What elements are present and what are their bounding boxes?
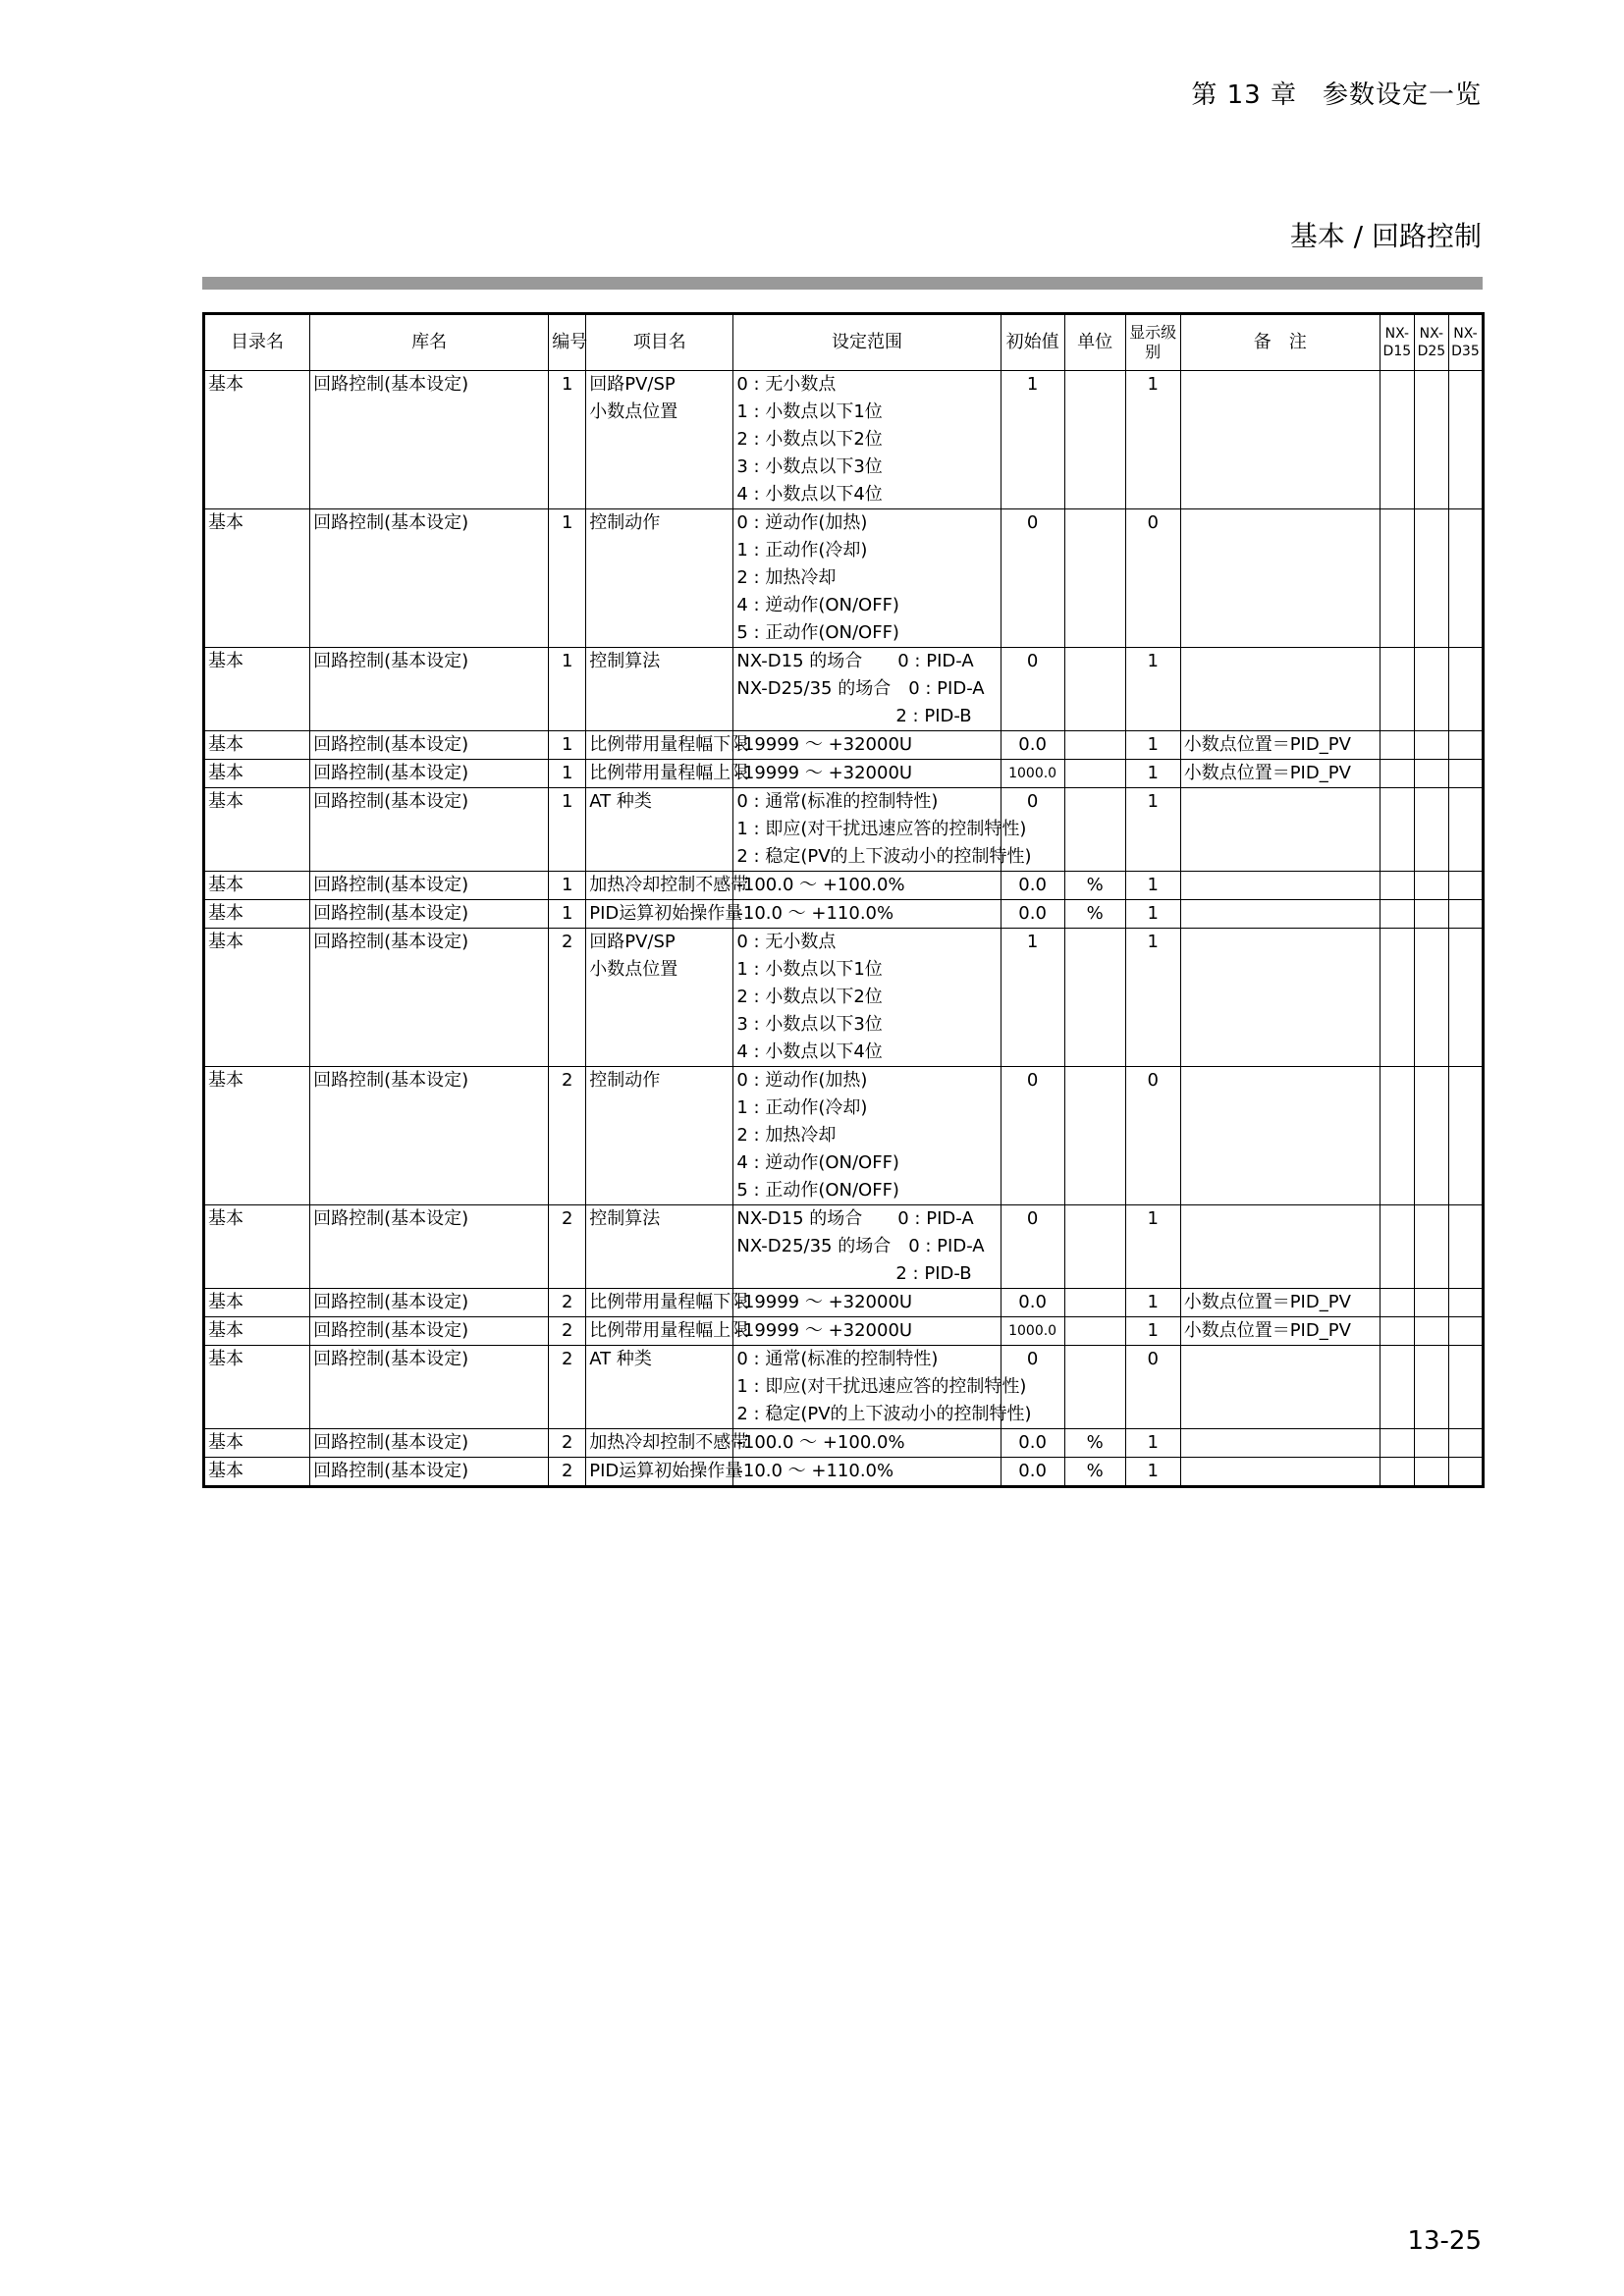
cell-display-level: 0 (1125, 1346, 1180, 1429)
cell-setting-range (733, 900, 1001, 929)
cell-unit (1064, 648, 1125, 731)
cell-number: 2 (549, 1429, 586, 1458)
cell-library: 回路控制(基本设定) (310, 760, 549, 788)
table-row (204, 648, 1484, 731)
cell-item-name (586, 760, 749, 788)
cell-nx-d35 (1448, 872, 1483, 900)
cell-display-level: 0 (1125, 1067, 1180, 1205)
cell-setting-range-line: -19999 ～ +32000U (736, 763, 913, 783)
cell-unit (1064, 788, 1125, 872)
cell-nx-d15 (1380, 1067, 1414, 1205)
cell-initial-value: 0.0 (1001, 872, 1064, 900)
cell-note: 小数点位置＝PID_PV (1180, 731, 1380, 760)
cell-note: 小数点位置＝PID_PV (1180, 760, 1380, 788)
cell-setting-range-line: 5 : 正动作(ON/OFF) (736, 622, 899, 643)
cell-nx-d25 (1414, 900, 1448, 929)
cell-directory: 基本 (204, 1429, 310, 1458)
cell-setting-range (733, 929, 1001, 1067)
col-header-dir: 目录名 (204, 314, 310, 371)
cell-item-name (586, 1429, 749, 1458)
cell-setting-range-line: 1 : 正动作(冷却) (736, 1097, 868, 1118)
cell-number: 1 (549, 788, 586, 872)
cell-library: 回路控制(基本设定) (310, 1346, 549, 1429)
cell-initial-value: 0 (1001, 1346, 1064, 1429)
cell-library: 回路控制(基本设定) (310, 1458, 549, 1487)
cell-library: 回路控制(基本设定) (310, 731, 549, 760)
cell-display-level: 1 (1125, 1429, 1180, 1458)
cell-directory: 基本 (204, 371, 310, 509)
cell-library: 回路控制(基本设定) (310, 900, 549, 929)
cell-item-name-line: AT 种类 (589, 791, 652, 812)
cell-item-name (586, 1346, 733, 1429)
cell-directory: 基本 (204, 872, 310, 900)
cell-number: 1 (549, 731, 586, 760)
cell-setting-range-line: 0 : 逆动作(加热) (736, 512, 868, 533)
cell-setting-range-line: 4 : 逆动作(ON/OFF) (736, 595, 899, 615)
cell-display-level: 1 (1125, 929, 1180, 1067)
table-row (204, 1289, 1484, 1317)
cell-number: 1 (549, 760, 586, 788)
cell-nx-d15 (1380, 1289, 1414, 1317)
cell-nx-d15 (1380, 1458, 1414, 1487)
cell-number: 1 (549, 371, 586, 509)
cell-display-level: 1 (1125, 760, 1180, 788)
cell-item-name-line: 控制算法 (589, 1208, 661, 1229)
cell-setting-range-line: 2 : 加热冷却 (736, 567, 837, 588)
cell-nx-d35 (1448, 648, 1483, 731)
cell-nx-d25 (1414, 1458, 1448, 1487)
cell-nx-d25 (1414, 872, 1448, 900)
cell-setting-range-line: 3 : 小数点以下3位 (736, 1014, 883, 1035)
table-row (204, 1458, 1484, 1487)
cell-directory: 基本 (204, 1458, 310, 1487)
col-header-no: 编号 (549, 314, 586, 371)
cell-nx-d35 (1448, 371, 1483, 509)
cell-library: 回路控制(基本设定) (310, 1067, 549, 1205)
cell-display-level: 1 (1125, 788, 1180, 872)
table-row (204, 509, 1484, 648)
cell-setting-range-line: 5 : 正动作(ON/OFF) (736, 1180, 899, 1201)
cell-display-level: 1 (1125, 872, 1180, 900)
chapter-header (1191, 75, 1482, 111)
cell-setting-range-line: 2 : 稳定(PV的上下波动小的控制特性) (736, 1404, 1032, 1424)
cell-note (1180, 1346, 1380, 1429)
cell-nx-d35 (1448, 1317, 1483, 1346)
cell-note (1180, 1429, 1380, 1458)
cell-setting-range-line: 2 : 加热冷却 (736, 1125, 837, 1146)
cell-library: 回路控制(基本设定) (310, 509, 549, 648)
cell-unit (1064, 760, 1125, 788)
cell-setting-range-line: 3 : 小数点以下3位 (736, 456, 883, 477)
cell-initial-value: 0.0 (1001, 1429, 1064, 1458)
cell-setting-range (733, 872, 1001, 900)
cell-setting-range (733, 1317, 1001, 1346)
table-row (204, 1067, 1484, 1205)
cell-directory: 基本 (204, 1346, 310, 1429)
cell-unit (1064, 1205, 1125, 1289)
cell-item-name-line: 比例带用量程幅上限 (589, 1320, 749, 1341)
cell-initial-value: 1000.0 (1001, 760, 1064, 788)
cell-setting-range-line: NX-D25/35 的场合 0 : PID-A (736, 678, 985, 699)
col-header-level: 显示级别 (1125, 314, 1180, 371)
cell-nx-d35 (1448, 1289, 1483, 1317)
cell-item-name-line: PID运算初始操作量 (589, 1461, 743, 1481)
cell-number: 2 (549, 1458, 586, 1487)
cell-directory: 基本 (204, 788, 310, 872)
cell-setting-range-line: 0 : 无小数点 (736, 374, 837, 395)
cell-item-name (586, 1317, 749, 1346)
cell-setting-range-line: 1 : 即应(对干扰迅速应答的控制特性) (736, 819, 1027, 839)
cell-note (1180, 929, 1380, 1067)
cell-library: 回路控制(基本设定) (310, 1429, 549, 1458)
cell-nx-d25 (1414, 1346, 1448, 1429)
cell-nx-d25 (1414, 731, 1448, 760)
cell-nx-d15 (1380, 648, 1414, 731)
cell-item-name-line: 小数点位置 (589, 959, 678, 980)
cell-item-name (586, 900, 743, 929)
cell-directory: 基本 (204, 1205, 310, 1289)
cell-item-name-line: 小数点位置 (589, 401, 678, 422)
cell-setting-range-line: -19999 ～ +32000U (736, 1292, 913, 1312)
cell-initial-value: 0.0 (1001, 731, 1064, 760)
cell-setting-range (733, 1289, 1001, 1317)
cell-setting-range-line: NX-D15 的场合 0 : PID-A (736, 1208, 974, 1229)
chapter-number: 第 13 章 (1191, 80, 1297, 110)
cell-initial-value: 0 (1001, 1067, 1064, 1205)
cell-nx-d15 (1380, 731, 1414, 760)
cell-item-name (586, 371, 733, 509)
cell-setting-range (733, 1458, 1001, 1487)
cell-unit (1064, 1317, 1125, 1346)
cell-unit (1064, 1067, 1125, 1205)
cell-directory: 基本 (204, 1317, 310, 1346)
cell-item-name-line: 控制动作 (589, 1070, 661, 1091)
cell-number: 2 (549, 1289, 586, 1317)
cell-nx-d35 (1448, 1458, 1483, 1487)
cell-nx-d25 (1414, 1317, 1448, 1346)
cell-nx-d15 (1380, 1429, 1414, 1458)
cell-number: 2 (549, 1346, 586, 1429)
cell-display-level: 0 (1125, 509, 1180, 648)
cell-nx-d25 (1414, 371, 1448, 509)
cell-number: 1 (549, 900, 586, 929)
cell-library: 回路控制(基本设定) (310, 1289, 549, 1317)
cell-display-level: 1 (1125, 371, 1180, 509)
cell-setting-range-line: NX-D15 的场合 0 : PID-A (736, 651, 974, 671)
cell-library: 回路控制(基本设定) (310, 371, 549, 509)
cell-item-name-line: 回路PV/SP (589, 932, 676, 952)
cell-setting-range-line: 2 : PID-B (736, 706, 972, 726)
table-row (204, 731, 1484, 760)
cell-nx-d15 (1380, 371, 1414, 509)
cell-setting-range (733, 1205, 1001, 1289)
table-row (204, 760, 1484, 788)
cell-nx-d35 (1448, 788, 1483, 872)
cell-library: 回路控制(基本设定) (310, 929, 549, 1067)
cell-nx-d35 (1448, 1067, 1483, 1205)
table-row (204, 1317, 1484, 1346)
cell-note (1180, 509, 1380, 648)
cell-note (1180, 900, 1380, 929)
table-header-row (204, 314, 1484, 371)
cell-unit: % (1064, 900, 1125, 929)
table-row (204, 788, 1484, 872)
cell-setting-range-line: 4 : 逆动作(ON/OFF) (736, 1152, 899, 1173)
cell-number: 1 (549, 509, 586, 648)
cell-note (1180, 371, 1380, 509)
cell-nx-d15 (1380, 872, 1414, 900)
cell-directory: 基本 (204, 900, 310, 929)
parameter-table (202, 312, 1485, 1488)
cell-directory: 基本 (204, 509, 310, 648)
cell-library: 回路控制(基本设定) (310, 1317, 549, 1346)
cell-setting-range-line: 0 : 无小数点 (736, 932, 837, 952)
cell-item-name (586, 509, 733, 648)
table-row (204, 929, 1484, 1067)
cell-note (1180, 648, 1380, 731)
cell-item-name (586, 1205, 733, 1289)
cell-initial-value: 1 (1001, 371, 1064, 509)
cell-note (1180, 872, 1380, 900)
cell-unit (1064, 1346, 1125, 1429)
cell-directory: 基本 (204, 1067, 310, 1205)
cell-library: 回路控制(基本设定) (310, 788, 549, 872)
cell-nx-d25 (1414, 509, 1448, 648)
cell-item-name (586, 1067, 733, 1205)
cell-number: 2 (549, 929, 586, 1067)
cell-setting-range (733, 1429, 1001, 1458)
cell-nx-d25 (1414, 1067, 1448, 1205)
cell-setting-range (733, 371, 1001, 509)
chapter-title: 参数设定一览 (1322, 80, 1482, 110)
table-row (204, 1346, 1484, 1429)
cell-item-name-line: 控制算法 (589, 651, 661, 671)
cell-nx-d35 (1448, 1346, 1483, 1429)
cell-number: 2 (549, 1317, 586, 1346)
cell-setting-range-line: 4 : 小数点以下4位 (736, 1041, 883, 1062)
cell-nx-d25 (1414, 1205, 1448, 1289)
cell-setting-range (733, 760, 1001, 788)
cell-item-name-line: 比例带用量程幅下限 (589, 1292, 749, 1312)
cell-initial-value: 0 (1001, 788, 1064, 872)
cell-setting-range-line: -100.0 ～ +100.0% (736, 875, 905, 895)
cell-setting-range-line: -19999 ～ +32000U (736, 734, 913, 755)
section-divider (202, 277, 1483, 290)
table-row (204, 872, 1484, 900)
col-header-nx-d35: NX-D35 (1448, 314, 1483, 371)
cell-nx-d15 (1380, 1346, 1414, 1429)
cell-nx-d25 (1414, 788, 1448, 872)
table-row (204, 371, 1484, 509)
cell-setting-range-line: 2 : PID-B (736, 1263, 972, 1284)
cell-note (1180, 1205, 1380, 1289)
cell-item-name-line: 比例带用量程幅上限 (589, 763, 749, 783)
cell-note (1180, 1458, 1380, 1487)
cell-setting-range-line: -10.0 ～ +110.0% (736, 1461, 894, 1481)
cell-number: 2 (549, 1205, 586, 1289)
table-row (204, 1429, 1484, 1458)
col-header-note: 备 注 (1180, 314, 1380, 371)
cell-note (1180, 788, 1380, 872)
cell-directory: 基本 (204, 648, 310, 731)
cell-setting-range-line: 1 : 小数点以下1位 (736, 401, 883, 422)
cell-nx-d35 (1448, 1429, 1483, 1458)
cell-unit: % (1064, 872, 1125, 900)
section-title: 基本 / 回路控制 (1289, 220, 1482, 252)
cell-setting-range (733, 648, 1001, 731)
cell-initial-value: 0 (1001, 648, 1064, 731)
cell-item-name-line: 加热冷却控制不感带 (589, 875, 749, 895)
cell-nx-d15 (1380, 1317, 1414, 1346)
cell-setting-range (733, 1067, 1001, 1205)
cell-item-name (586, 1289, 749, 1317)
cell-display-level: 1 (1125, 1317, 1180, 1346)
cell-setting-range (733, 509, 1001, 648)
cell-unit (1064, 929, 1125, 1067)
cell-number: 1 (549, 648, 586, 731)
cell-nx-d25 (1414, 1289, 1448, 1317)
cell-nx-d15 (1380, 1205, 1414, 1289)
cell-display-level: 1 (1125, 1205, 1180, 1289)
cell-nx-d15 (1380, 760, 1414, 788)
cell-setting-range-line: -10.0 ～ +110.0% (736, 903, 894, 924)
cell-setting-range-line: 2 : 小数点以下2位 (736, 987, 883, 1007)
cell-directory: 基本 (204, 760, 310, 788)
page-number: 13-25 (1407, 2226, 1482, 2256)
cell-setting-range-line: NX-D25/35 的场合 0 : PID-A (736, 1236, 985, 1256)
cell-library: 回路控制(基本设定) (310, 1205, 549, 1289)
cell-setting-range-line: -100.0 ～ +100.0% (736, 1432, 905, 1453)
cell-directory: 基本 (204, 1289, 310, 1317)
cell-setting-range-line: 0 : 逆动作(加热) (736, 1070, 868, 1091)
cell-nx-d15 (1380, 900, 1414, 929)
cell-unit (1064, 1289, 1125, 1317)
cell-nx-d35 (1448, 760, 1483, 788)
col-header-unit: 单位 (1064, 314, 1125, 371)
cell-library: 回路控制(基本设定) (310, 648, 549, 731)
cell-directory: 基本 (204, 731, 310, 760)
cell-initial-value: 1 (1001, 929, 1064, 1067)
cell-setting-range-line: 0 : 通常(标准的控制特性) (736, 1349, 939, 1369)
col-header-item: 项目名 (586, 314, 733, 371)
cell-setting-range (733, 731, 1001, 760)
cell-initial-value: 0.0 (1001, 1458, 1064, 1487)
cell-item-name (586, 731, 749, 760)
col-header-range: 设定范围 (733, 314, 1001, 371)
cell-setting-range-line: -19999 ～ +32000U (736, 1320, 913, 1341)
cell-display-level: 1 (1125, 731, 1180, 760)
cell-display-level: 1 (1125, 900, 1180, 929)
cell-setting-range-line: 1 : 正动作(冷却) (736, 540, 868, 561)
cell-library: 回路控制(基本设定) (310, 872, 549, 900)
cell-display-level: 1 (1125, 1289, 1180, 1317)
cell-nx-d15 (1380, 929, 1414, 1067)
cell-unit (1064, 731, 1125, 760)
cell-initial-value: 0 (1001, 1205, 1064, 1289)
cell-item-name-line: 回路PV/SP (589, 374, 676, 395)
cell-nx-d15 (1380, 509, 1414, 648)
cell-initial-value: 0.0 (1001, 1289, 1064, 1317)
cell-setting-range-line: 1 : 即应(对干扰迅速应答的控制特性) (736, 1376, 1027, 1397)
cell-initial-value: 0.0 (1001, 900, 1064, 929)
cell-setting-range-line: 0 : 通常(标准的控制特性) (736, 791, 939, 812)
cell-setting-range-line: 2 : 稳定(PV的上下波动小的控制特性) (736, 846, 1032, 867)
cell-initial-value: 0 (1001, 509, 1064, 648)
cell-item-name (586, 788, 733, 872)
cell-setting-range-line: 2 : 小数点以下2位 (736, 429, 883, 450)
col-header-init: 初始值 (1001, 314, 1064, 371)
cell-nx-d35 (1448, 1205, 1483, 1289)
cell-setting-range-line: 1 : 小数点以下1位 (736, 959, 883, 980)
cell-display-level: 1 (1125, 1458, 1180, 1487)
cell-nx-d35 (1448, 731, 1483, 760)
cell-item-name-line: 比例带用量程幅下限 (589, 734, 749, 755)
cell-nx-d25 (1414, 648, 1448, 731)
cell-setting-range-line: 4 : 小数点以下4位 (736, 484, 883, 505)
table-row (204, 900, 1484, 929)
cell-unit (1064, 509, 1125, 648)
table-row (204, 1205, 1484, 1289)
cell-nx-d25 (1414, 760, 1448, 788)
cell-note (1180, 1067, 1380, 1205)
cell-directory: 基本 (204, 929, 310, 1067)
cell-nx-d35 (1448, 900, 1483, 929)
col-header-nx-d25: NX-D25 (1414, 314, 1448, 371)
cell-nx-d15 (1380, 788, 1414, 872)
col-header-lib: 库名 (310, 314, 549, 371)
cell-nx-d25 (1414, 1429, 1448, 1458)
cell-item-name-line: 加热冷却控制不感带 (589, 1432, 749, 1453)
cell-item-name-line: AT 种类 (589, 1349, 652, 1369)
cell-nx-d25 (1414, 929, 1448, 1067)
cell-item-name (586, 872, 749, 900)
cell-item-name-line: 控制动作 (589, 512, 661, 533)
cell-nx-d35 (1448, 929, 1483, 1067)
table-body (204, 371, 1484, 1487)
cell-item-name (586, 929, 733, 1067)
cell-nx-d35 (1448, 509, 1483, 648)
cell-note: 小数点位置＝PID_PV (1180, 1317, 1380, 1346)
cell-note: 小数点位置＝PID_PV (1180, 1289, 1380, 1317)
cell-setting-range (733, 1346, 1032, 1429)
cell-number: 2 (549, 1067, 586, 1205)
cell-unit (1064, 371, 1125, 509)
cell-display-level: 1 (1125, 648, 1180, 731)
cell-item-name (586, 1458, 743, 1487)
cell-setting-range (733, 788, 1032, 872)
cell-unit: % (1064, 1429, 1125, 1458)
cell-initial-value: 1000.0 (1001, 1317, 1064, 1346)
cell-item-name (586, 648, 733, 731)
cell-unit: % (1064, 1458, 1125, 1487)
cell-item-name-line: PID运算初始操作量 (589, 903, 743, 924)
cell-number: 1 (549, 872, 586, 900)
col-header-nx-d15: NX-D15 (1380, 314, 1414, 371)
